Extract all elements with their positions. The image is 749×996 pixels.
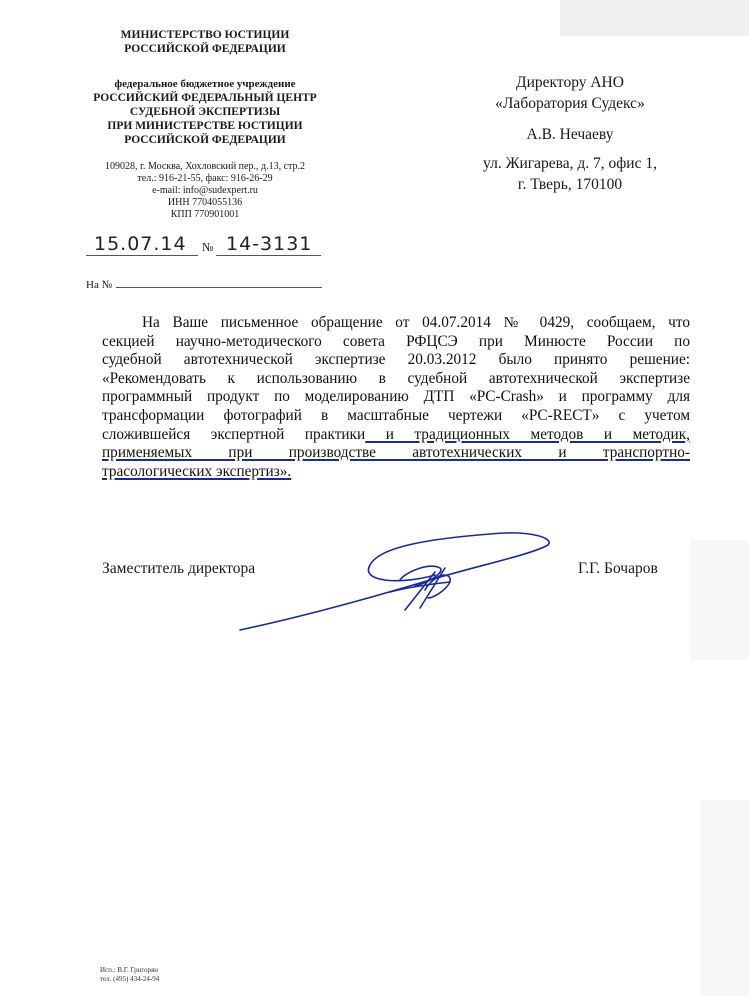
registration-underline <box>86 255 198 256</box>
footer <box>100 966 159 984</box>
registration-date: 15.07.14 <box>94 233 187 255</box>
center-line1: РОССИЙСКИЙ ФЕДЕРАЛЬНЫЙ ЦЕНТР <box>93 92 317 104</box>
body-line: секцией научно-методического совета РФЦСЭ при Минюсте России по <box>102 332 690 350</box>
ministry-line1: МИНИСТЕРСТВО ЮСТИЦИИ <box>120 29 290 41</box>
letterhead <box>70 28 340 221</box>
addressee-line2: «Лаборатория Судекс» <box>495 95 645 112</box>
center-line3: ПРИ МИНИСТЕРСТВЕ ЮСТИЦИИ <box>107 120 303 132</box>
addressee-address2: г. Тверь, 170100 <box>517 176 623 193</box>
ministry-line2: РОССИЙСКОЙ ФЕДЕРАЦИИ <box>124 43 286 55</box>
scan-artifact <box>690 540 749 660</box>
signatory-title: Заместитель директора <box>102 560 256 577</box>
registration-line <box>86 233 336 259</box>
institution-type: федеральное бюджетное учреждение <box>114 78 296 90</box>
registration-number: 14-3131 <box>226 233 313 255</box>
footer-phone: тел. (495) 434-24-94 <box>100 975 160 983</box>
addressee-address1: ул. Жигарева, д. 7, офис 1, <box>483 155 657 172</box>
body-line: трансформации фотографий в масштабные чертежи «PC-RECT» с учетом <box>102 406 690 424</box>
scan-artifact <box>560 0 749 36</box>
body-line: программный продукт по моделированию ДТП «PC-Crash» и программу для <box>102 388 690 406</box>
letterhead-phones: тел.: 916-21-55, факс: 916-26-29 <box>137 173 273 184</box>
letterhead-address: 109028, г. Москва, Хохловский пер., д.13, стр.2 <box>105 161 305 172</box>
body-line: судебной автотехнической экспертизе 20.03.2012 было принято решение: <box>102 351 690 369</box>
reference-label: На № <box>86 279 113 291</box>
letterhead-inn: ИНН 7704055136 <box>167 197 243 208</box>
handwritten-signature <box>230 520 560 640</box>
registration-number-sign: № <box>202 240 214 254</box>
signatory-name: Г.Г. Бочаров <box>578 560 658 577</box>
body-line-underlined: трасологических экспертиз». <box>102 462 292 480</box>
footer-executor: Исп.: В.Г. Григорян <box>100 966 159 974</box>
addressee <box>440 72 700 195</box>
center-line2: СУДЕБНОЙ ЭКСПЕРТИЗЫ <box>129 106 281 118</box>
letterhead-email: e-mail: info@sudexpert.ru <box>152 185 258 196</box>
body-fragment: сложившейся экспертной практики <box>102 425 366 443</box>
reference-line <box>86 275 326 291</box>
body-fragment-underlined: и традиционных методов и методик, <box>365 425 690 443</box>
body-line-underlined: применяемых при производстве автотехнических и транспортно- <box>102 444 690 462</box>
body-line: На Ваше письменное обращение от 04.07.2014 № 0429, сообщаем, что <box>142 314 690 331</box>
reference-underline <box>116 287 322 288</box>
scan-artifact <box>700 800 749 996</box>
letter-body <box>102 314 690 481</box>
body-line: «Рекомендовать к использованию в судебной автотехнической экспертизе <box>102 369 690 387</box>
body-line <box>102 426 690 445</box>
letterhead-kpp: КПП 770901001 <box>170 209 240 220</box>
addressee-line1: Директору АНО <box>516 74 624 91</box>
center-line4: РОССИЙСКОЙ ФЕДЕРАЦИИ <box>124 134 286 146</box>
addressee-name: А.В. Нечаеву <box>526 126 614 143</box>
registration-underline <box>216 255 321 256</box>
